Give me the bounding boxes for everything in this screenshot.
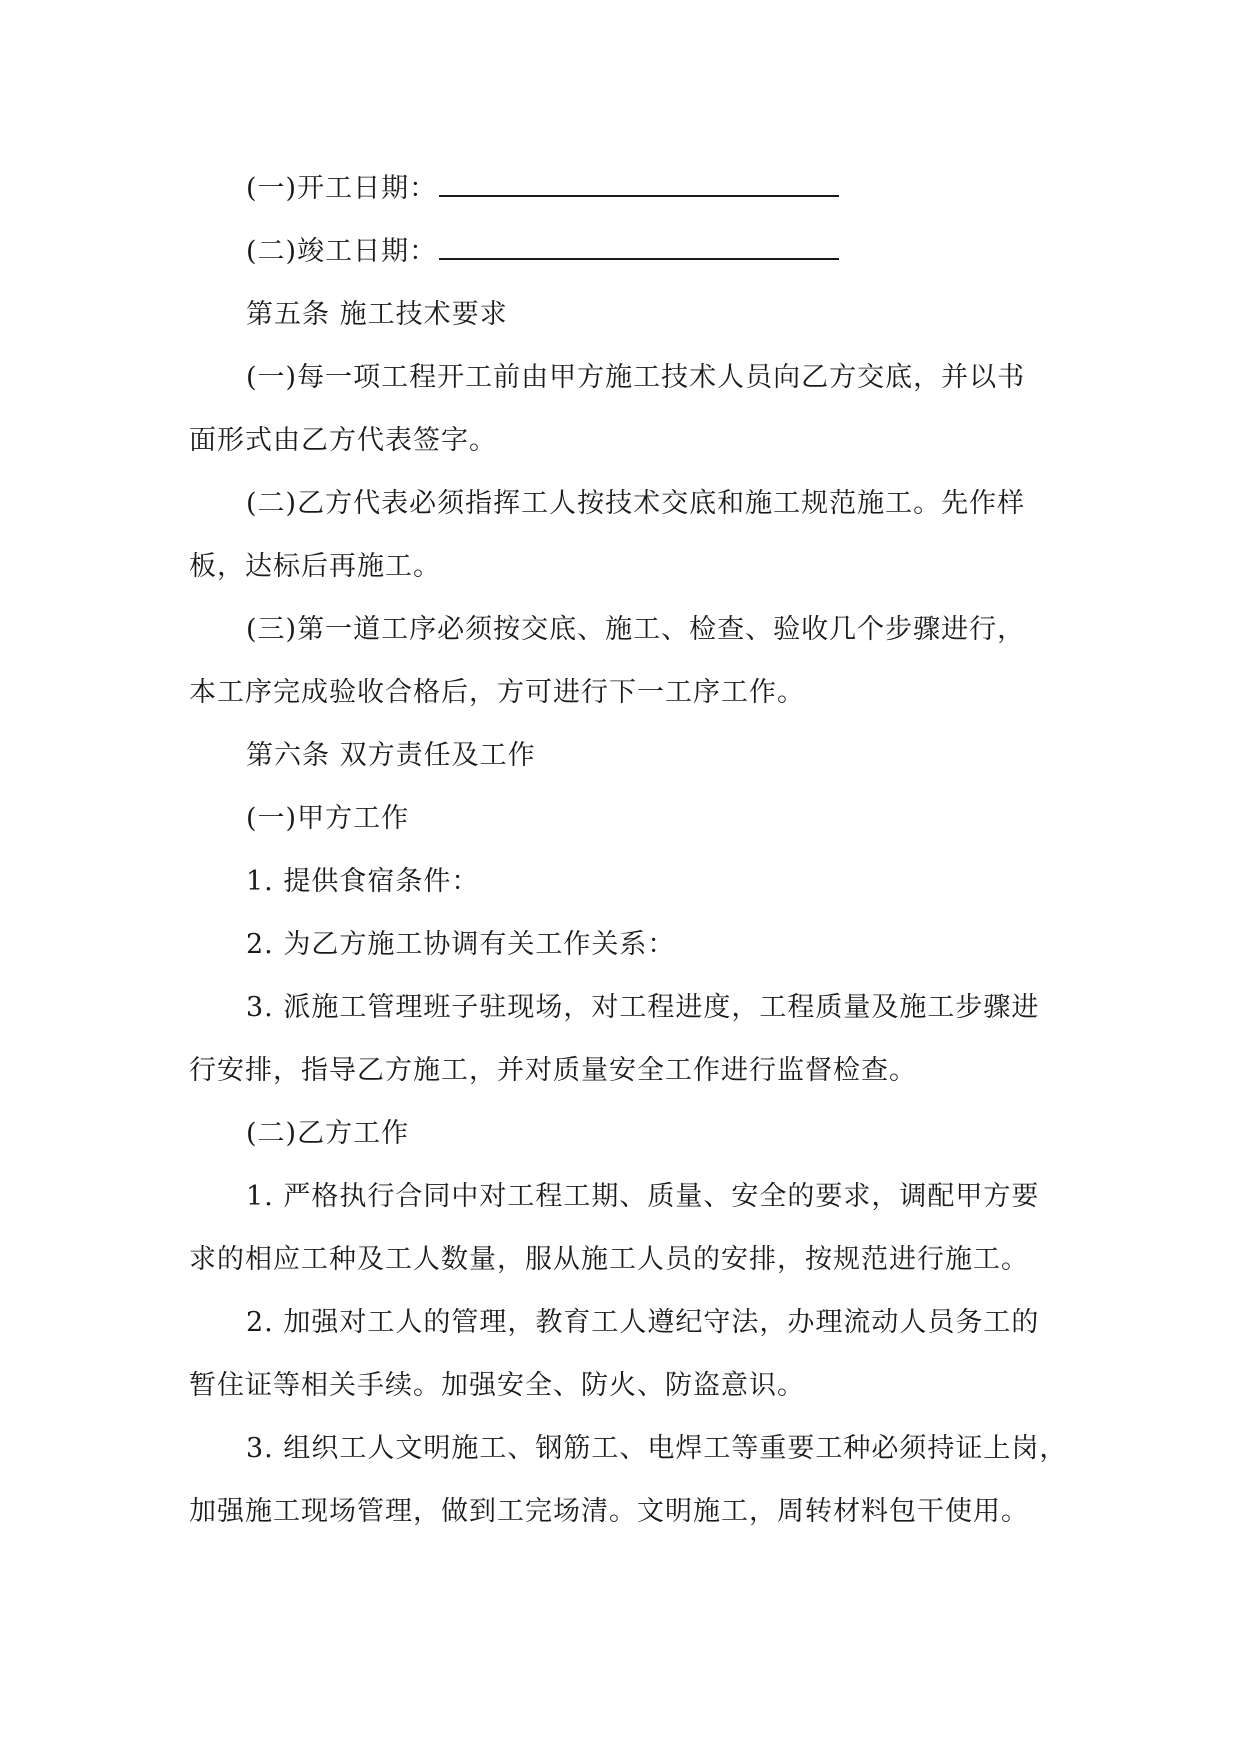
- article-5-heading: 第五条 施工技术要求: [246, 299, 508, 330]
- paragraph-line: 2. 为乙方施工协调有关工作关系：: [246, 929, 676, 960]
- paragraph-line: (一)每一项工程开工前由甲方施工技术人员向乙方交底，并以书: [246, 362, 1026, 393]
- start-date-blank: [439, 175, 839, 197]
- paragraph-line: 2. 加强对工人的管理，教育工人遵纪守法，办理流动人员务工的: [246, 1307, 1040, 1338]
- paragraph-line: (三)第一道工序必须按交底、施工、检查、验收几个步骤进行，: [246, 614, 1026, 645]
- party-a-heading: (一)甲方工作: [246, 803, 410, 834]
- paragraph-line: 板，达标后再施工。: [189, 551, 441, 582]
- start-date-line: [189, 157, 1059, 220]
- paragraph-line: 3. 组织工人文明施工、钢筋工、电焊工等重要工种必须持证上岗，: [246, 1433, 1068, 1464]
- paragraph-line: 求的相应工种及工人数量，服从施工人员的安排，按规范进行施工。: [189, 1244, 1029, 1275]
- paragraph-line: 加强施工现场管理，做到工完场清。文明施工，周转材料包干使用。: [189, 1496, 1029, 1527]
- paragraph-line: 面形式由乙方代表签字。: [189, 425, 497, 456]
- paragraph-line: 行安排，指导乙方施工，并对质量安全工作进行监督检查。: [189, 1055, 917, 1086]
- article-6-heading: 第六条 双方责任及工作: [246, 740, 536, 771]
- paragraph-line: 暂住证等相关手续。加强安全、防火、防盗意识。: [189, 1370, 805, 1401]
- start-date-label: (一)开工日期：: [246, 173, 438, 204]
- document-body: [189, 157, 1068, 1543]
- completion-date-blank: [439, 238, 839, 260]
- party-b-heading: (二)乙方工作: [246, 1118, 410, 1149]
- paragraph-line: 3. 派施工管理班子驻现场，对工程进度，工程质量及施工步骤进: [246, 992, 1040, 1023]
- completion-date-label: (二)竣工日期：: [246, 236, 438, 267]
- completion-date-line: [189, 220, 1059, 283]
- paragraph-line: (二)乙方代表必须指挥工人按技术交底和施工规范施工。先作样: [246, 488, 1026, 519]
- paragraph-line: 1. 提供食宿条件：: [246, 866, 480, 897]
- paragraph-line: 本工序完成验收合格后，方可进行下一工序工作。: [189, 677, 805, 708]
- paragraph-line: 1. 严格执行合同中对工程工期、质量、安全的要求，调配甲方要: [246, 1181, 1040, 1212]
